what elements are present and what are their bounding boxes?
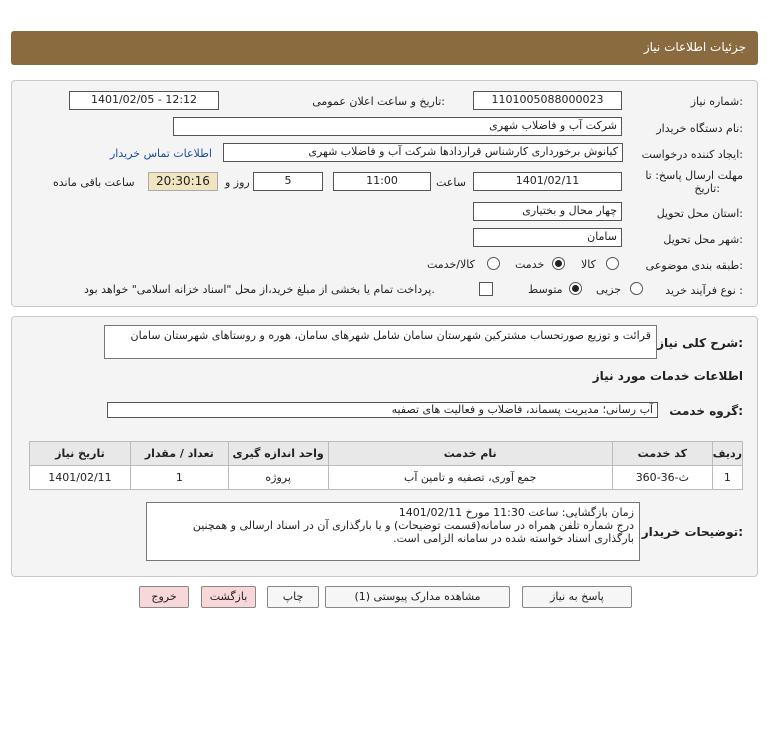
page-header: [11, 31, 758, 65]
col-header-service-name: نام خدمت: [328, 442, 612, 466]
purchase-minor-label: جزیی: [596, 283, 622, 296]
category-service-radio[interactable]: [552, 257, 565, 270]
deadline-time-label: ساعت: [436, 176, 466, 189]
deadline-label-line2: تاریخ:: [694, 182, 720, 195]
cell-quantity: 1: [130, 466, 228, 490]
purchase-minor-radio[interactable]: [630, 282, 643, 295]
services-table-wrap: [29, 441, 743, 490]
summary-text: قرائت و توزیع صورتحساب مشترکین شهرستان سامان شامل شهرهای سامان، هوره و روستاهای شهرستان سامان: [104, 325, 657, 359]
cell-need-date: 1401/02/11: [30, 466, 131, 490]
col-header-unit: واحد اندازه گیری: [228, 442, 328, 466]
exit-button[interactable]: خروج: [139, 586, 189, 608]
buyer-notes-label: توضیحات خریدار:: [641, 525, 743, 539]
category-goods-service-label: کالا/خدمت: [427, 258, 475, 271]
category-goods-service-radio[interactable]: [487, 257, 500, 270]
city-label: شهر محل تحویل:: [663, 233, 743, 246]
category-goods-label: کالا: [581, 258, 596, 271]
buyer-org-field: شرکت آب و فاضلاب شهری: [173, 117, 622, 136]
creator-label: ایجاد کننده درخواست:: [641, 148, 743, 161]
table-header-row: [30, 442, 743, 466]
province-label: استان محل تحویل:: [656, 207, 743, 220]
need-number-field: 1101005088000023: [473, 91, 622, 110]
creator-field: کیانوش برخورداری کارشناس قراردادها شرکت آب و فاضلاب شهری: [223, 143, 623, 162]
service-group-field: آب رسانی؛ مدیریت پسماند، فاضلاب و فعالیت های تصفیه: [107, 402, 658, 418]
deadline-date-field: 1401/02/11: [473, 172, 622, 191]
buyer-org-label: نام دستگاه خریدار:: [656, 122, 743, 135]
reply-button[interactable]: پاسخ به نیاز: [522, 586, 632, 608]
cell-service-name: جمع آوری، تصفیه و تامین آب: [328, 466, 612, 490]
summary-label: شرح کلی نیاز:: [657, 336, 743, 350]
remaining-timer: 20:30:16: [148, 172, 218, 191]
purchase-medium-label: متوسط: [528, 283, 563, 296]
print-button[interactable]: چاپ: [267, 586, 319, 608]
col-header-service-code: کد خدمت: [612, 442, 712, 466]
days-field: 5: [253, 172, 323, 191]
table-row: [30, 466, 743, 490]
announce-field: 1401/02/05 - 12:12: [69, 91, 219, 110]
days-label: روز و: [225, 176, 250, 189]
col-header-need-date: تاریخ نیاز: [30, 442, 131, 466]
treasury-payment-checkbox[interactable]: [479, 282, 493, 296]
payment-note: پرداخت تمام یا بخشی از مبلغ خرید،از محل "اسناد خزانه اسلامی" خواهد بود.: [84, 283, 435, 296]
deadline-label-line1: مهلت ارسال پاسخ: تا: [645, 169, 743, 182]
need-info-panel: [11, 80, 758, 307]
back-button[interactable]: بازگشت: [201, 586, 256, 608]
deadline-time-field: 11:00: [333, 172, 431, 191]
col-header-quantity: تعداد / مقدار: [130, 442, 228, 466]
purchase-type-label: نوع فرآیند خرید :: [665, 284, 743, 297]
cell-service-code: ث-36-360: [612, 466, 712, 490]
remaining-label: ساعت باقی مانده: [53, 176, 135, 189]
category-goods-radio[interactable]: [606, 257, 619, 270]
category-label: طبقه بندی موضوعی:: [645, 259, 743, 272]
announce-label: تاریخ و ساعت اعلان عمومی:: [312, 95, 445, 108]
buyer-notes-box: [146, 502, 640, 561]
cell-unit: پروژه: [228, 466, 328, 490]
category-service-label: خدمت: [515, 258, 545, 271]
services-table: [29, 441, 743, 490]
purchase-medium-radio[interactable]: [569, 282, 582, 295]
buyer-notes-line2: درج شماره تلفن همراه در سامانه(قسمت توضیحات) و یا بارگذاری آن در اسناد ارسالی و همچنین بارگذاری اسناد خواسته شده در سامانه الزامی است.: [192, 519, 634, 545]
service-group-label: گروه خدمت:: [669, 404, 743, 418]
city-field: سامان: [473, 228, 622, 247]
cell-row-number: 1: [712, 466, 742, 490]
col-header-row-number: ردیف: [712, 442, 742, 466]
services-title: اطلاعات خدمات مورد نیاز: [592, 369, 743, 383]
contact-buyer-link[interactable]: اطلاعات تماس خریدار: [110, 147, 212, 160]
buyer-notes-line1: زمان بازگشایی: ساعت 11:30 مورخ 1401/02/11: [398, 506, 634, 519]
province-field: چهار محال و بختیاری: [473, 202, 622, 221]
view-attachments-button[interactable]: مشاهده مدارک پیوستی (1): [325, 586, 510, 608]
need-number-label: شماره نیاز:: [690, 95, 743, 108]
page-title: جزئیات اطلاعات نیاز: [643, 40, 746, 54]
